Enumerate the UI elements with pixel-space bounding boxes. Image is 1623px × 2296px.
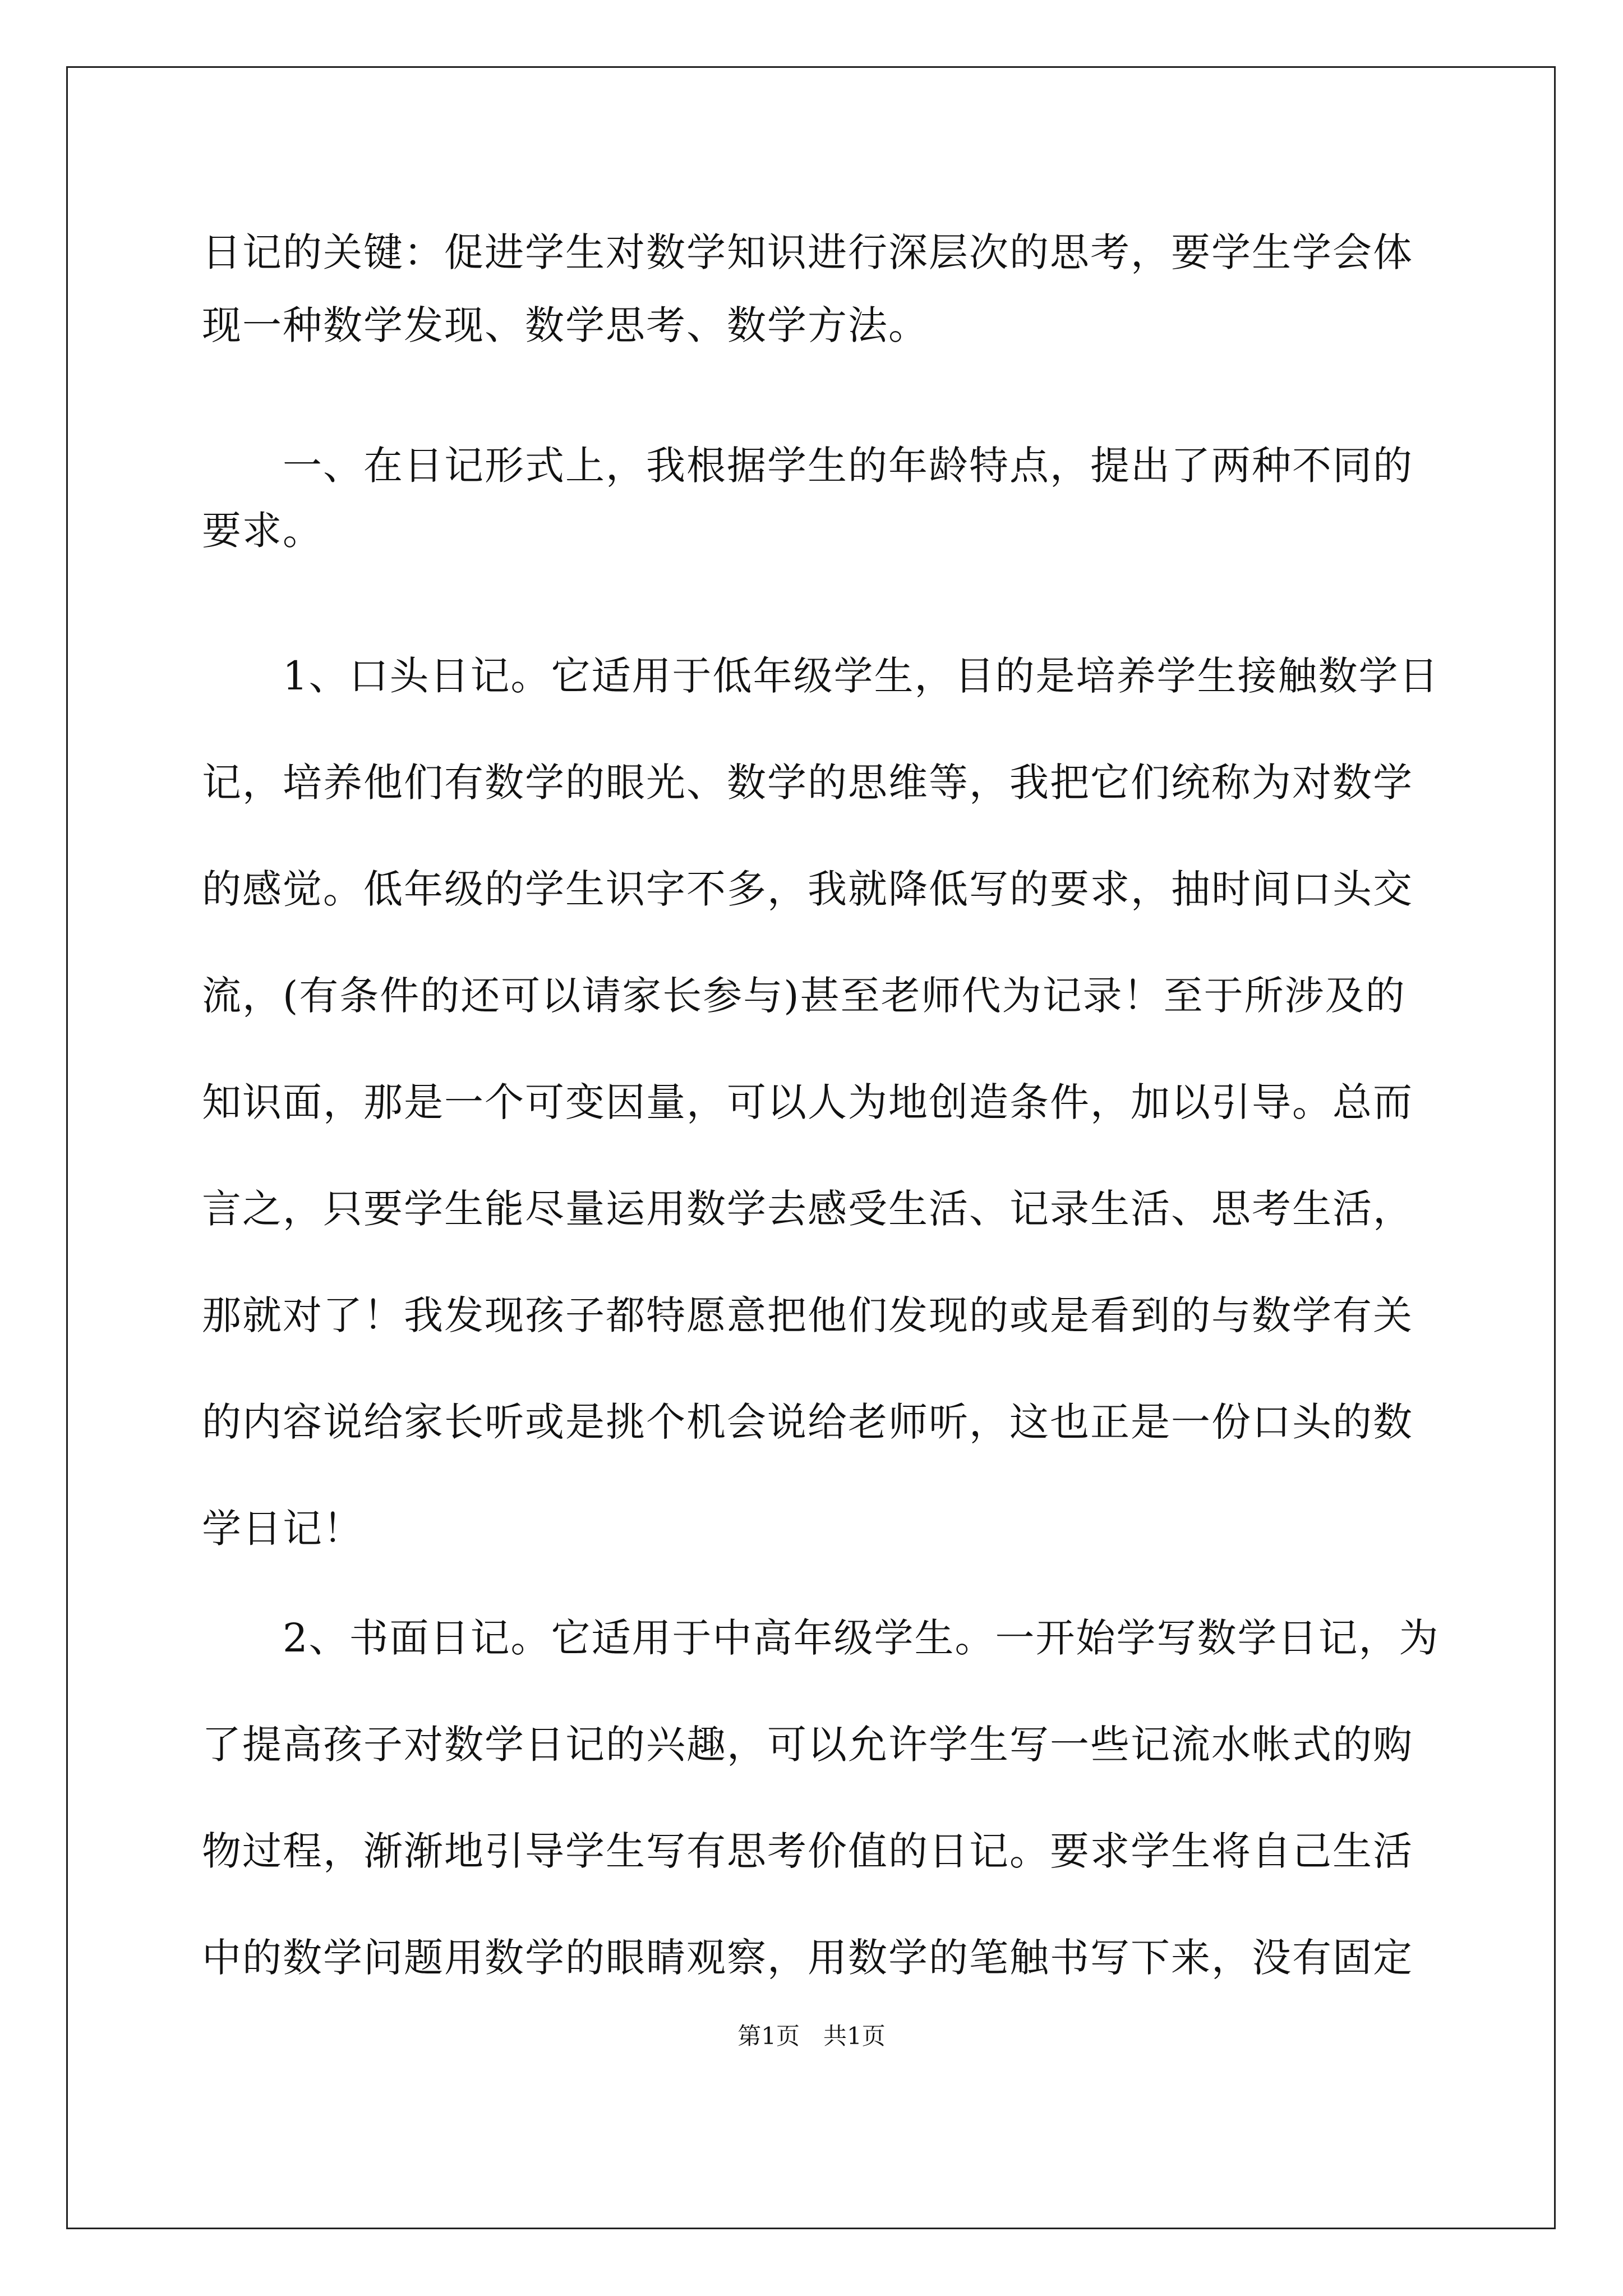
text-line: 了提高孩子对数学日记的兴趣，可以允许学生写一些记流水帐式的购 (202, 1722, 1413, 1768)
text-line: 学日记！ (202, 1506, 363, 1552)
text-line: 要求。 (202, 508, 323, 554)
text-line: 的内容说给家长听或是挑个机会说给老师听，这也正是一份口头的数 (202, 1399, 1413, 1445)
text-line: 知识面，那是一个可变因量，可以人为地创造条件，加以引导。总而 (202, 1079, 1413, 1125)
text-line: 言之，只要学生能尽量运用数学去感受生活、记录生活、思考生活， (202, 1186, 1413, 1232)
text-line: 现一种数学发现、数学思考、数学方法。 (202, 302, 929, 348)
text-line: 物过程，渐渐地引导学生写有思考价值的日记。要求学生将自己生活 (202, 1828, 1413, 1874)
page-footer: 第1页 共1页 (737, 2022, 886, 2050)
text-line: 那就对了！我发现孩子都特愿意把他们发现的或是看到的与数学有关 (202, 1292, 1413, 1338)
text-line: 中的数学问题用数学的眼睛观察，用数学的笔触书写下来，没有固定 (202, 1935, 1413, 1981)
text-line: 2、书面日记。它适用于中高年级学生。一开始学写数学日记，为 (202, 1615, 1440, 1661)
text-line: 记，培养他们有数学的眼光、数学的思维等，我把它们统称为对数学 (202, 760, 1413, 806)
page-border (66, 66, 1556, 2229)
text-line: 的感觉。低年级的学生识字不多，我就降低写的要求，抽时间口头交 (202, 866, 1413, 912)
text-line: 1、口头日记。它适用于低年级学生，目的是培养学生接触数学日 (202, 653, 1440, 699)
text-line: 日记的关键：促进学生对数学知识进行深层次的思考，要学生学会体 (202, 229, 1413, 275)
text-line: 流，(有条件的还可以请家长参与)甚至老师代为记录！至于所涉及的 (202, 973, 1406, 1019)
text-line: 一、在日记形式上，我根据学生的年龄特点，提出了两种不同的 (202, 443, 1413, 489)
